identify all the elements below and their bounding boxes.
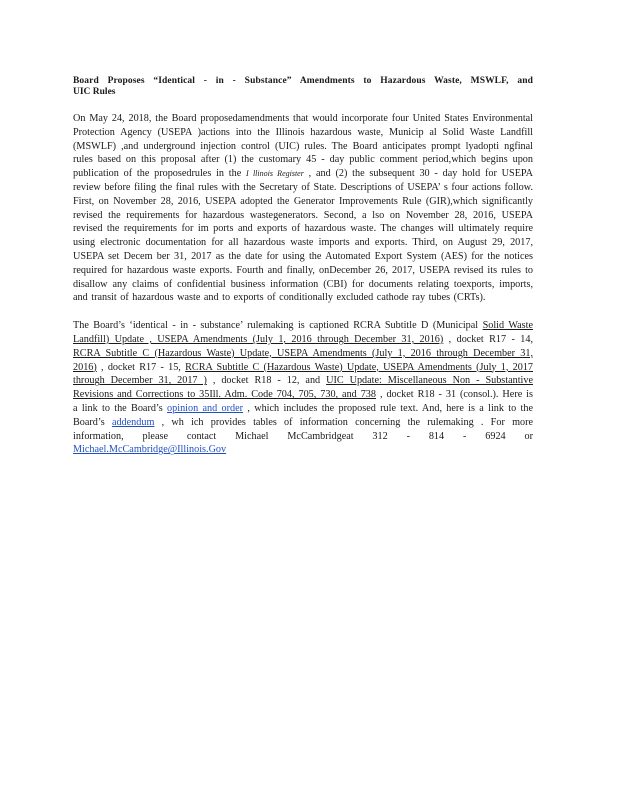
paragraph-text: , docket R18 - 31 (consol.). Here is a link to the Board’s: [73, 389, 533, 414]
document-page: [73, 76, 533, 471]
paragraph-text: , docket R17 - 15,: [96, 361, 186, 373]
document-title: Board Proposes “Identical - in - Substance” Amendments to Hazardous Waste, MSWLF, and: [73, 76, 533, 86]
paragraph-text: , and (2) the subsequent 30 - day hold for USEPA review before filing the final rules with the Secretary of State. Descriptions of USEPA’ s four actions follow. First, on November 28, 2016, USEPA adopted the Generator Improvements Rule (GIR),which significantly revised the requirements for hazardous wastegenerators. Second, a lso on November 28, 2016, USEPA revised the requirements for im ports and exports of hazardous waste. The changes will ultimately require using electronic documentation for all hazardous waste imports and exports. Third, on August 29, 2017, USEPA set Decem ber 31, 2017 as the date for using the Automated Export System (AES) for the notices required for hazardous waste exports. Fourth and finally, onDecember 26, 2017, USEPA revised its rules to disallow any claims of confidential business information (CBI) for documents relating toexports, imports, and transit of hazardous waste and to exports of conditionally excluded cathode ray tubes (CRTs).: [73, 168, 534, 304]
document-title-continued: UIC Rules: [73, 87, 116, 97]
paragraph-rulemaking: [73, 319, 533, 457]
paragraph-text: , docket R18 - 12, and: [206, 375, 327, 387]
paragraph-text: , wh ich provides tables of information concerning the rulemaking . For more information, please contact Michael McCambridgeat 312 - 814 - 6924 or: [73, 416, 533, 442]
docket-caption-r18-12: RCRA Subtitle C (Hazardous Waste) Update, USEPA Amendments (July 1, 2017 through December 31, 2017 ): [73, 361, 534, 387]
docket-caption-r17-14: Solid Waste Landfill) Update , USEPA Amendments (July 1, 2016 through December 31, 2016): [73, 320, 533, 345]
email-link[interactable]: Michael.McCambridge@Illinois.Gov: [73, 444, 227, 456]
paragraph-proposal: [73, 112, 533, 305]
paragraph-text: On May 24, 2018, the Board proposedamendments that would incorporate four United States Environmental Protection Agency (USEPA )actions into the Illinois hazardous waste, Municip al Solid Waste Landfill (MSWLF) ,and underground injection control (UIC) rules. The Board anticipates prompt lyadopti ngfinal rules based on this proposal after (1) the customary 45 - day public comment period,which begins upon publication of the proposedrules in the: [73, 113, 533, 180]
docket-caption-r17-15: RCRA Subtitle C (Hazardous Waste) Update, USEPA Amendments (July 1, 2016 through December 31, 2016): [73, 347, 533, 373]
paragraph-text: The Board’s ‘identical - in - substance’ rulemaking is captioned RCRA Subtitle D (Municipal: [73, 320, 483, 332]
docket-caption-r18-31: UIC Update: Miscellaneous Non - Substantive Revisions and Corrections to 35Ill. Adm. Code 704, 705, 730, and 738: [73, 375, 533, 401]
paragraph-text: , docket R17 - 14,: [443, 333, 533, 345]
addendum-link[interactable]: addendum: [111, 416, 155, 428]
illinois-register-citation: I llinois Register: [246, 169, 304, 179]
paragraph-text: , which includes the proposed rule text. And, here is a link to the Board’s: [73, 402, 533, 428]
opinion-and-order-link[interactable]: opinion and order: [167, 402, 244, 414]
